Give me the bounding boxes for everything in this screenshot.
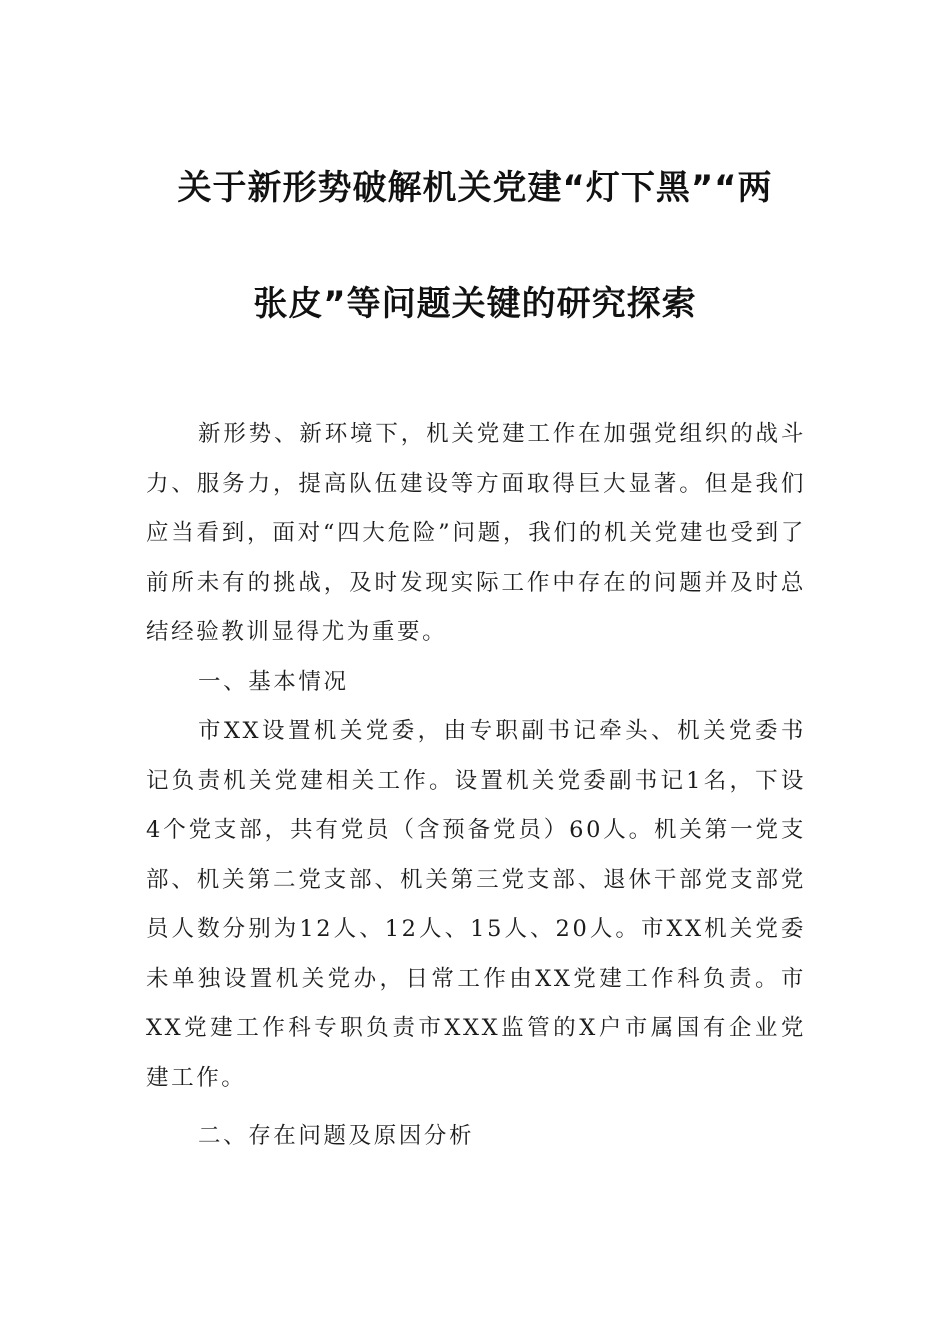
basic-situation-paragraph: 市XX设置机关党委，由专职副书记牵头、机关党委书记负责机关党建相关工作。设置机关党委副书记1名，下设4个党支部，共有党员（含预备党员）60人。机关第一党支部、机关第二党支部、机关第三党支部、退休干部党支部党员人数分别为12人、12人、15人、20人。市XX机关党委未单独设置机关党办，日常工作由XX党建工作科负责。市XX党建工作科专职负责市XXX监管的X户市属国有企业党建工作。: [146, 718, 806, 1091]
intro-paragraph: 新形势、新环境下，机关党建工作在加强党组织的战斗力、服务力，提高队伍建设等方面取得巨大显著。但是我们应当看到，面对“四大危险”问题，我们的机关党建也受到了前所未有的挑战，及时发现实际工作中存在的问题并及时总结经验教训显得尤为重要。: [146, 421, 806, 645]
document-title-line-2: 张皮”等问题关键的研究探索: [253, 284, 697, 324]
document-body: [146, 410, 806, 1162]
section-heading-problems-analysis: 二、存在问题及原因分析: [198, 1123, 475, 1149]
section-heading-basic-situation: 一、基本情况: [198, 668, 349, 695]
document-title-line-1: 关于新形势破解机关党建“灯下黑”“两: [177, 168, 773, 208]
